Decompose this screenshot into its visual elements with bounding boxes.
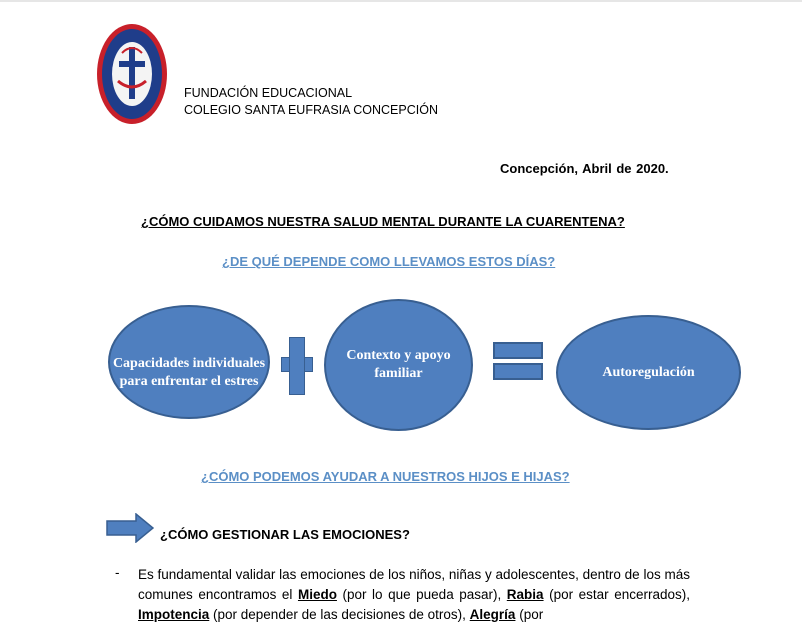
section-question-help: ¿CÓMO PODEMOS AYUDAR A NUESTROS HIJOS E HIJAS?: [201, 469, 570, 484]
emotion-anger: Rabia: [506, 587, 544, 602]
section-question-emotions: ¿CÓMO GESTIONAR LAS EMOCIONES?: [160, 527, 410, 542]
diagram-circle-selfregulation: [556, 315, 741, 430]
window-edge: [0, 0, 802, 2]
paragraph-text-2: (por lo que pueda pasar),: [336, 587, 507, 602]
document-date: Concepción, Abril de 2020.: [500, 161, 669, 176]
circle-selfregulation-label: Autoregulación: [602, 364, 695, 380]
school-logo: [96, 23, 168, 125]
emotions-paragraph: [138, 565, 690, 625]
equals-icon-bottom: [493, 363, 543, 380]
circle-context-label: Contexto y apoyo familiar: [346, 348, 451, 381]
diagram-circle-capacities: [108, 305, 270, 419]
circle-capacities-label: Capacidades individuales para enfrentar el estres: [112, 356, 266, 389]
plus-icon-center: [290, 358, 304, 371]
emotion-joy: Alegría: [469, 607, 516, 622]
paragraph-text-5: (por: [515, 607, 544, 622]
emotion-helplessness: Impotencia: [138, 607, 210, 622]
paragraph-text-1: Es fundamental validar las emociones de los niños, niñas y adolescentes, dentro de los más comunes encontramos el: [138, 567, 690, 602]
section-subtitle: ¿DE QUÉ DEPENDE COMO LLEVAMOS ESTOS DÍAS?: [222, 254, 556, 269]
emotion-fear: Miedo: [297, 587, 337, 602]
right-arrow-icon: [106, 513, 154, 543]
document-title: ¿CÓMO CUIDAMOS NUESTRA SALUD MENTAL DURANTE LA CUARENTENA?: [141, 214, 625, 229]
organization-name: [184, 85, 438, 119]
organization-line-2: COLEGIO SANTA EUFRASIA CONCEPCIÓN: [184, 103, 438, 117]
diagram-circle-context: [324, 299, 473, 431]
paragraph-text-3: (por estar encerrados),: [543, 587, 690, 602]
paragraph-text-4: (por depender de las decisiones de otros),: [209, 607, 470, 622]
organization-line-1: FUNDACIÓN EDUCACIONAL: [184, 86, 353, 100]
bullet-dash: -: [115, 565, 120, 580]
equals-icon-top: [493, 342, 543, 359]
